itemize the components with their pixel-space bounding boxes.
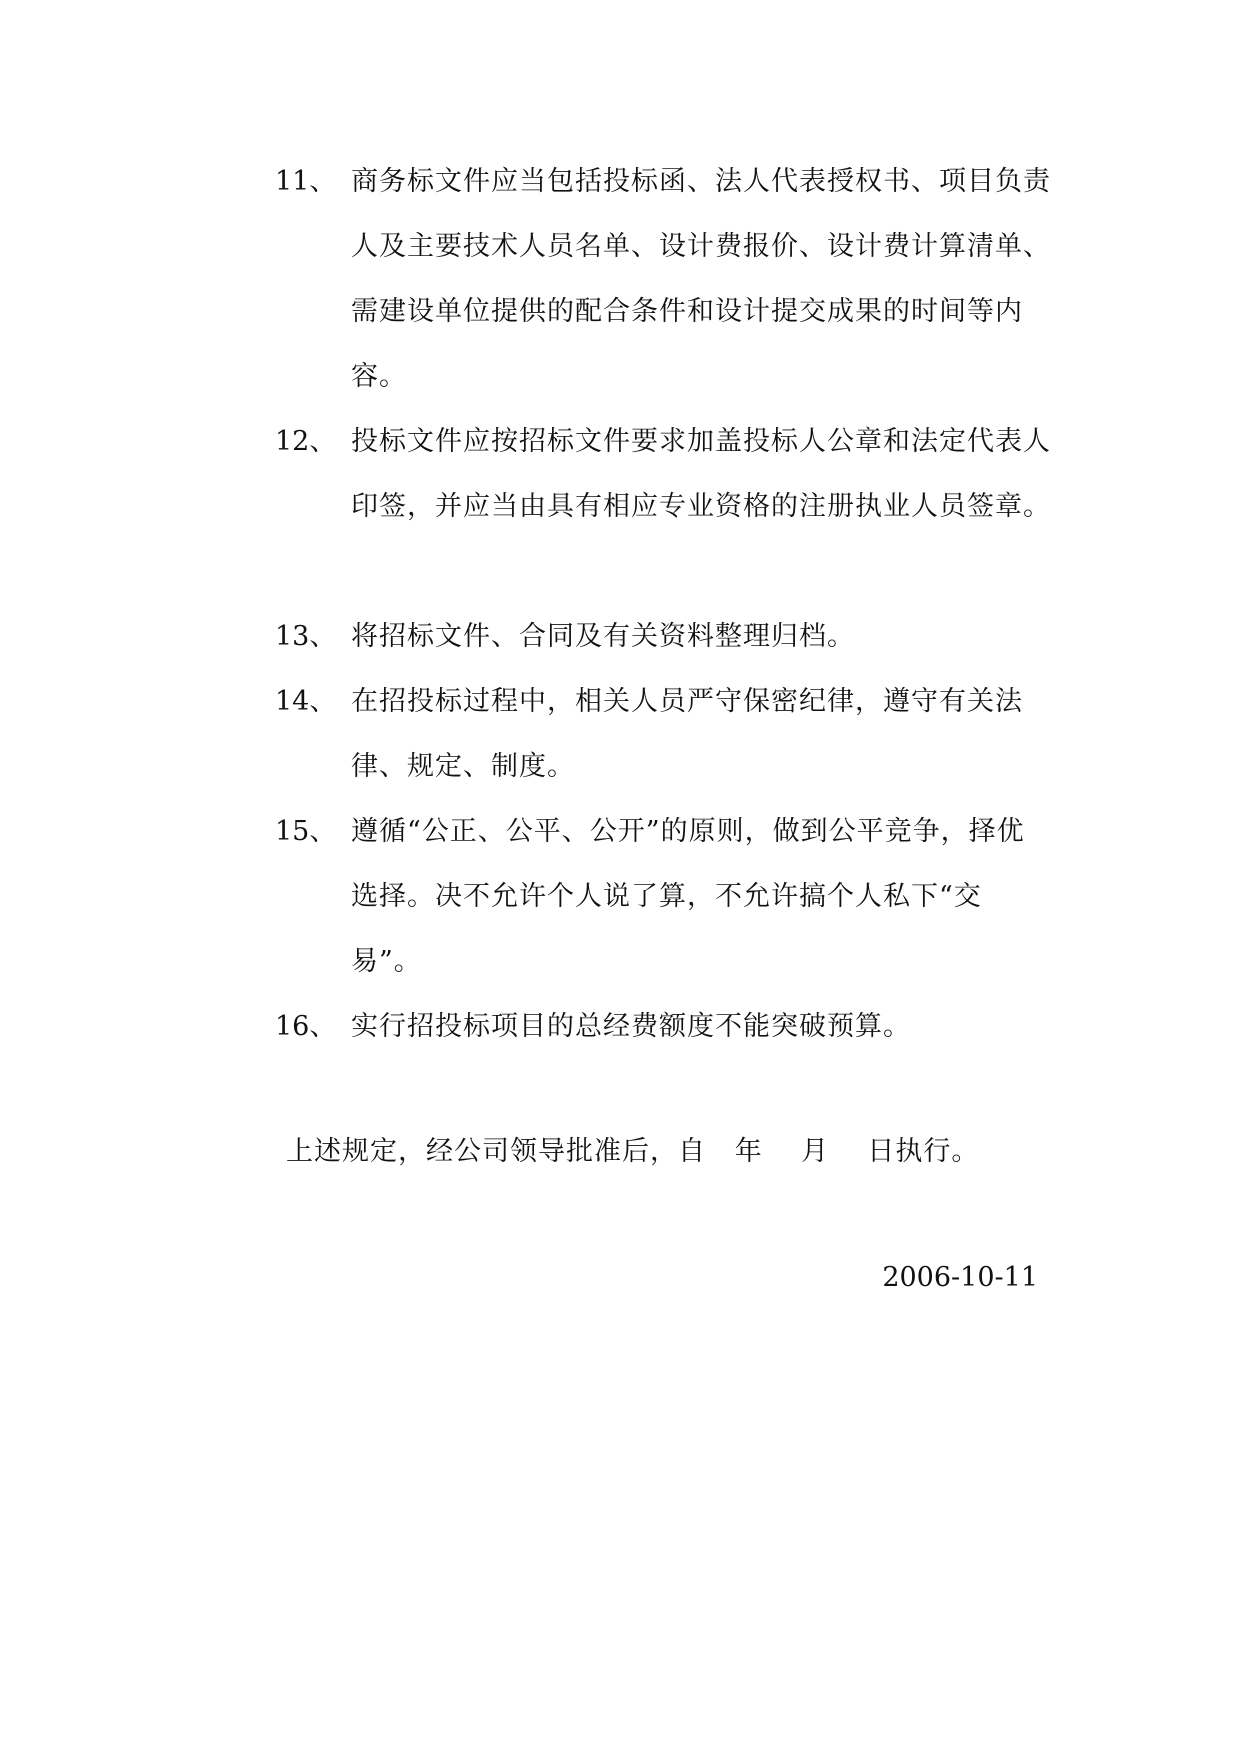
item-text: 实行招投标项目的总经费额度不能突破预算。 bbox=[351, 1011, 911, 1042]
item-text: 将招标文件、合同及有关资料整理归档。 bbox=[351, 621, 855, 652]
list-item-13 bbox=[275, 604, 1055, 669]
document-date: 2006-10-11 bbox=[882, 1262, 1038, 1293]
item-number: 16、 bbox=[275, 1011, 337, 1042]
list-item-12 bbox=[275, 409, 1055, 539]
item-number: 12、 bbox=[275, 426, 337, 457]
closing-statement: 上述规定，经公司领导批准后，自 年 月 日执行。 bbox=[286, 1136, 980, 1167]
item-text: 遵循“公正、公平、公开”的原则，做到公平竞争，择优选择。决不允许个人说了算，不允许搞个人私下“交易”。 bbox=[351, 816, 1025, 977]
item-number: 13、 bbox=[275, 621, 337, 652]
item-text: 在招投标过程中，相关人员严守保密纪律，遵守有关法律、规定、制度。 bbox=[351, 686, 1023, 782]
item-number: 11、 bbox=[275, 166, 337, 197]
list-item-15 bbox=[275, 799, 1055, 994]
list-item-14 bbox=[275, 669, 1055, 799]
item-text: 商务标文件应当包括投标函、法人代表授权书、项目负责人及主要技术人员名单、设计费报价、设计费计算清单、需建设单位提供的配合条件和设计提交成果的时间等内容。 bbox=[351, 166, 1051, 392]
list-item-11 bbox=[275, 149, 1055, 409]
item-number: 14、 bbox=[275, 686, 337, 717]
item-number: 15、 bbox=[275, 816, 337, 847]
list-item-16 bbox=[275, 994, 1055, 1059]
item-text: 投标文件应按招标文件要求加盖投标人公章和法定代表人印签，并应当由具有相应专业资格的注册执业人员签章。 bbox=[351, 426, 1051, 522]
